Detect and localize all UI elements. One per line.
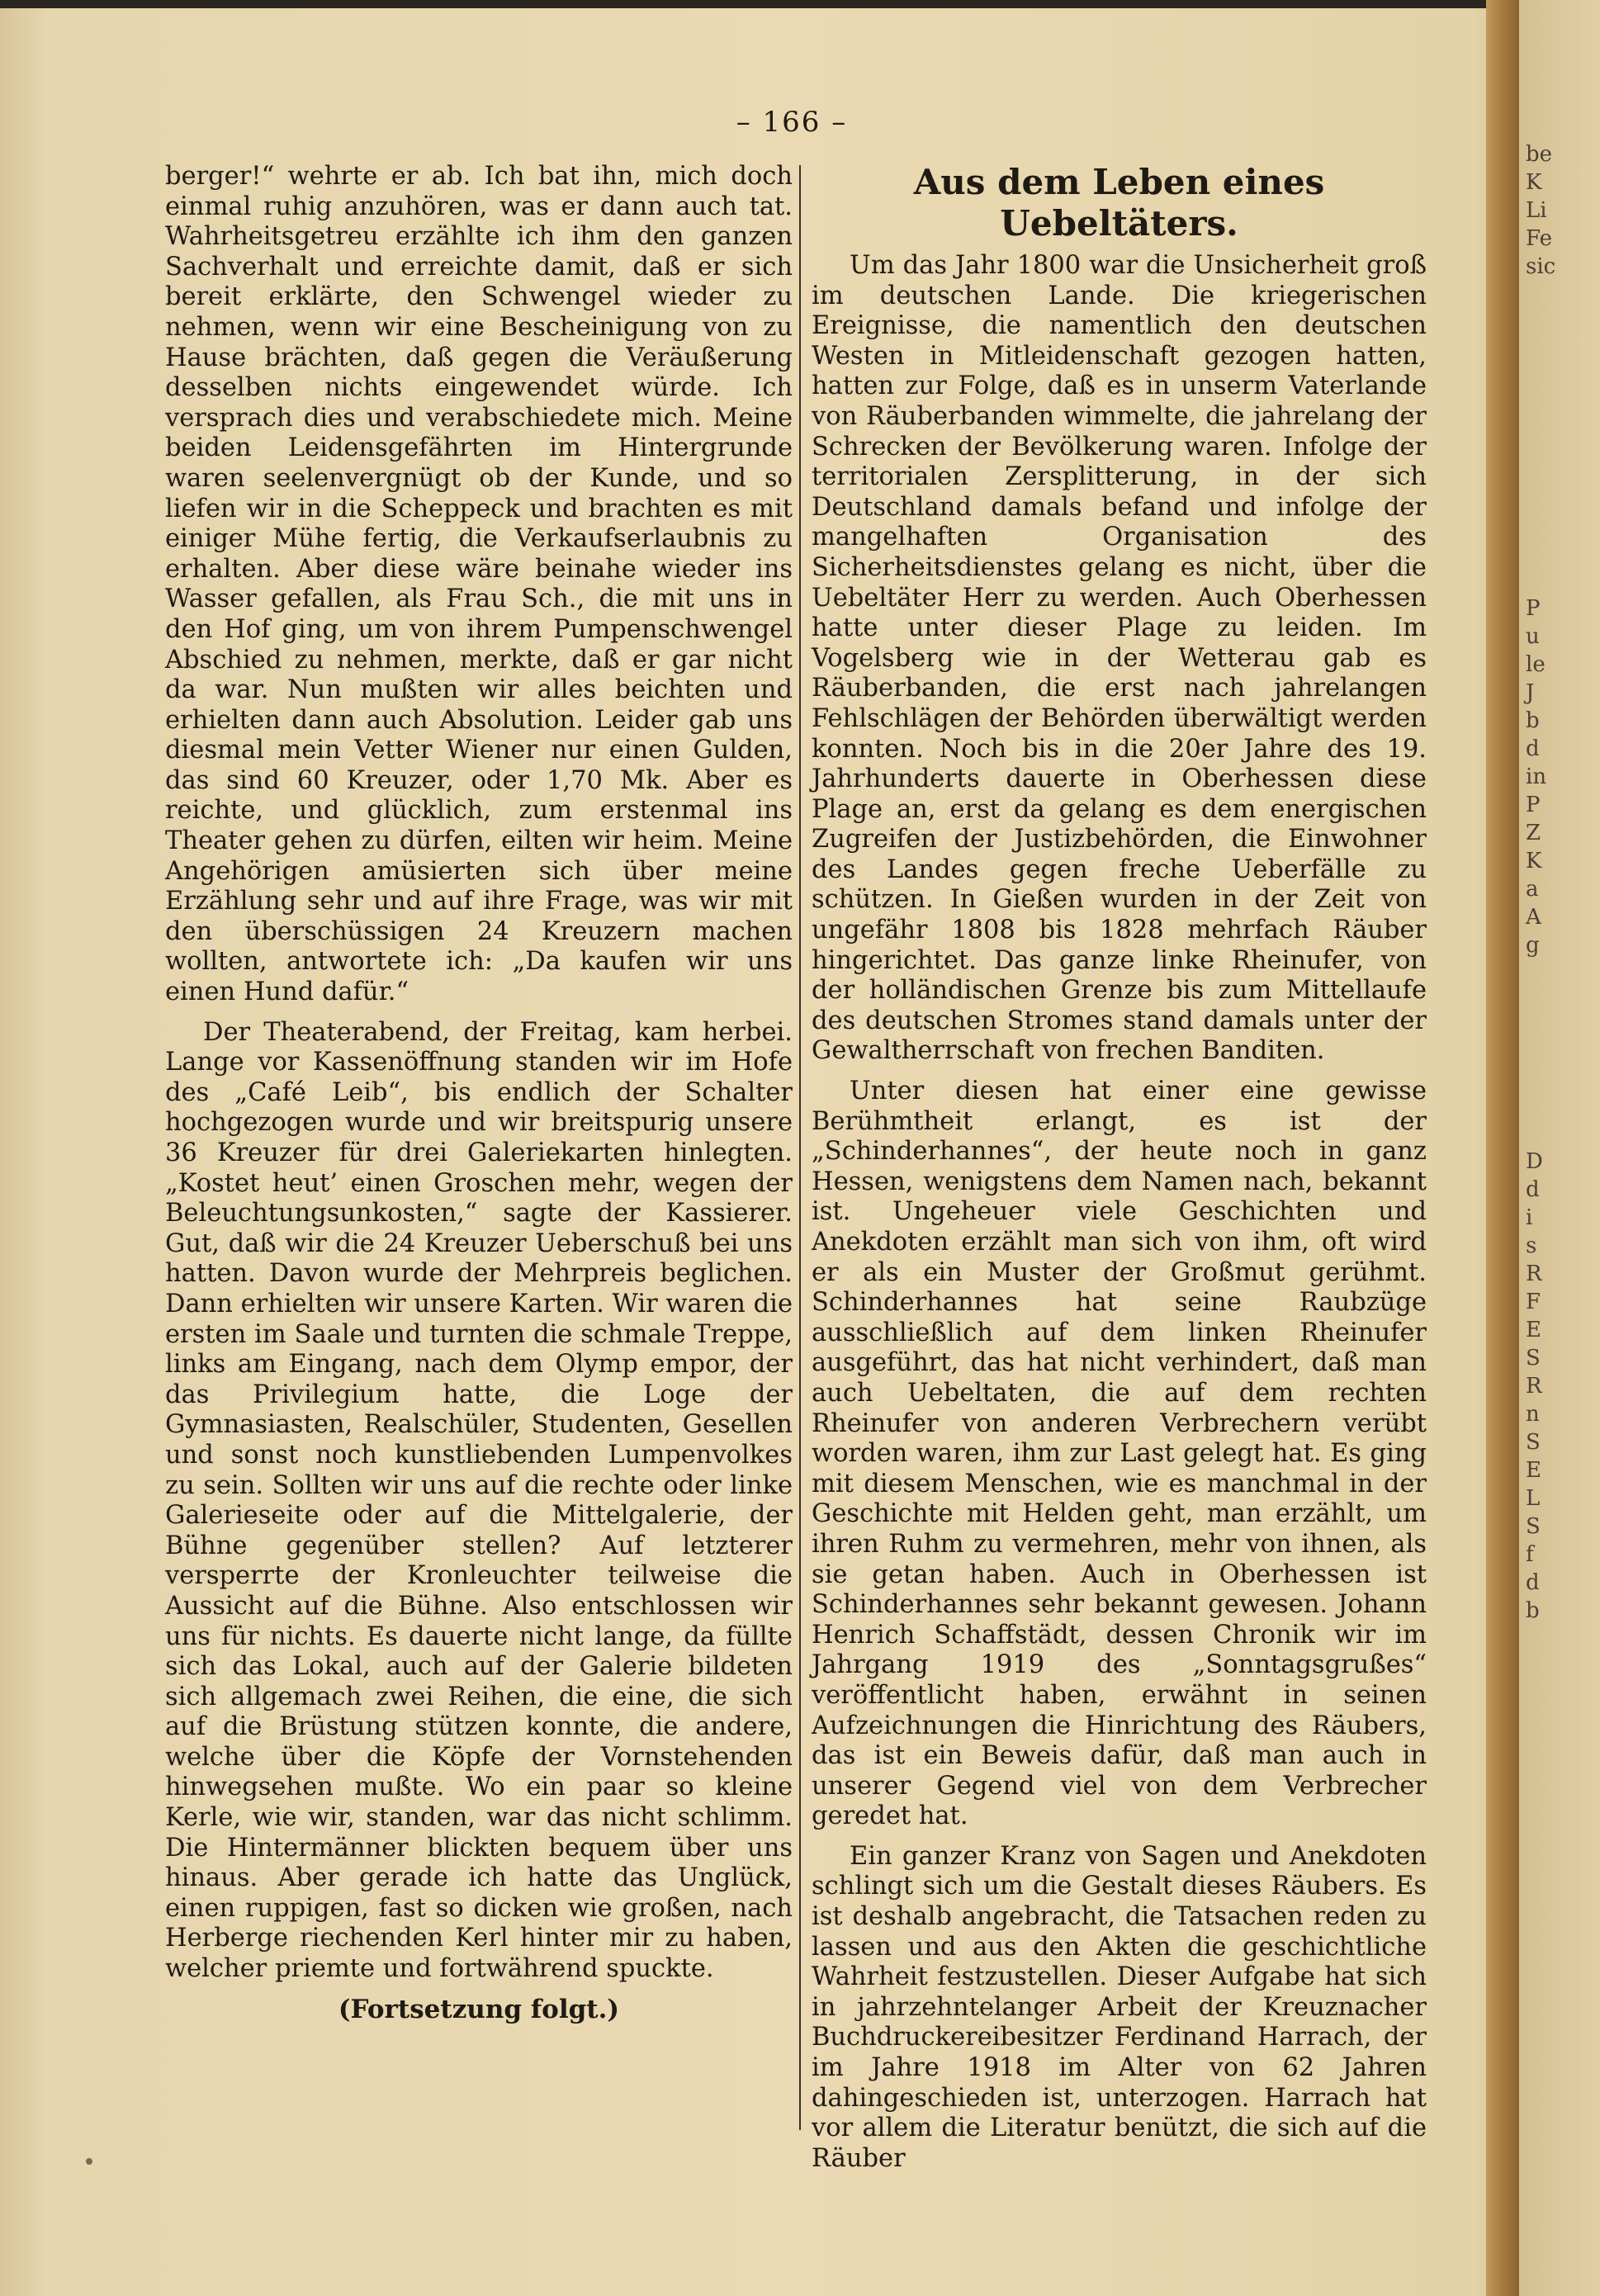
book-binding bbox=[1486, 0, 1519, 2296]
right-column bbox=[812, 162, 1427, 2184]
continuation-note: (Fortsetzung folgt.) bbox=[338, 1994, 620, 2024]
right-paragraph-3: Ein ganzer Kranz von Sagen und Anekdoten schlingt sich um die Gestalt dieses Räubers. Es ist deshalb angebracht, die Tatsachen reden zu lassen und aus den Akten die geschichtliche Wahrheit festzustellen. Dieser Aufgabe hat sich in jahrzehntelanger Arbeit der Kreuznacher Buchdruckereibesitzer Ferdinand Harrach, der im Jahre 1918 im Alter von 62 Jahren dahingeschieden ist, unterzogen. Harrach hat vor allem die Literatur benützt, die sich auf die Räuber bbox=[812, 1841, 1427, 2173]
left-paragraph-1: berger!“ wehrte er ab. Ich bat ihn, mich doch einmal ruhig anzuhören, was er dann auch tat. Wahrheitsgetreu erzählte ich ihm den ganzen Sachverhalt und erreichte damit, daß er sich bereit erklärte, den Schwengel wieder zu nehmen, wenn wir eine Bescheinigung von zu Hause brächten, daß gegen die Veräußerung desselben nichts eingewendet würde. Ich versprach dies und verabschiedete mich. Meine beiden Leidensgefährten im Hintergrunde waren seelenvergnügt ob der Kunde, und so liefen wir in die Scheppeck und brachten es mit einiger Mühe fertig, die Verkaufserlaubnis zu erhalten. Aber diese wäre beinahe wieder ins Wasser gefallen, als Frau Sch., die mit uns in den Hof ging, um von ihrem Pumpenschwengel Abschied zu nehmen, merkte, daß er gar nicht da war. Nun mußten wir alles beichten und erhielten dann auch Absolution. Leider gab uns diesmal mein Vetter Wiener nur einen Gulden, das sind 60 Kreuzer, oder 1,70 Mk. Aber es reichte, und glücklich, zum erstenmal ins Theater gehen zu dürfen, eilten wir heim. Meine Angehörigen amüsierten sich über meine Erzählung sehr und auf ihre Frage, was wir mit den überschüssigen 24 Kreuzern machen wollten, antwortete ich: „Da kaufen wir uns einen Hund dafür.“ bbox=[165, 162, 793, 1007]
adjacent-page-edge bbox=[1519, 0, 1600, 2296]
article-headline: Aus dem Leben eines Uebeltäters. bbox=[913, 162, 1325, 244]
adjacent-text-top: be K Li Fe sic bbox=[1526, 142, 1556, 279]
adjacent-text-middle: P u le J b d in P Z K a A g bbox=[1526, 596, 1547, 958]
right-paragraph-1: Um das Jahr 1800 war die Unsicherheit groß im deutschen Lande. Die kriegerischen Ereignisse, die namentlich den deutschen Westen in Mitleidenschaft gezogen hatten, hatten zur Folge, daß es in unserm Vaterlande von Räuberbanden wimmelte, die jahrelang der Schrecken der Bevölkerung waren. Infolge der territorialen Zersplitterung, in der sich Deutschland damals befand und infolge der mangelhaften Organisation des Sicherheitsdienstes gelang es nicht, über die Uebeltäter Herr zu werden. Auch Oberhessen hatte unter dieser Plage zu leiden. Im Vogelsberg wie in der Wetterau gab es Räuberbanden, die erst nach jahrelangen Fehlschlägen der Behörden überwältigt werden konnten. Noch bis in die 20er Jahre des 19. Jahrhunderts dauerte in Oberhessen diese Plage an, erst da gelang es dem energischen Zugreifen der Justizbehörden, die Einwohner des Landes gegen freche Ueberfälle zu schützen. In Gießen wurden in der Zeit von ungefähr 1808 bis 1828 mehrfach Räuber hingerichtet. Das ganze linke Rheinufer, von der holländischen Grenze bis zum Mittellaufe des deutschen Stromes stand damals unter der Gewaltherrschaft von frechen Banditen. bbox=[812, 251, 1427, 1066]
scan-top-edge bbox=[0, 0, 1600, 8]
left-paragraph-2: Der Theaterabend, der Freitag, kam herbei. Lange vor Kassenöffnung standen wir im Hofe des „Café Leib“, bis endlich der Schalter hochgezogen wurde und wir breitspurig unsere 36 Kreuzer für drei Galeriekarten hinlegten. „Kostet heut’ einen Groschen mehr, wegen der Beleuchtungsunkosten,“ sagte der Kassierer. Gut, daß wir die 24 Kreuzer Ueberschuß bei uns hatten. Davon wurde der Mehrpreis beglichen. Dann erhielten wir unsere Karten. Wir waren die ersten im Saale und turnten die schmale Treppe, links am Eingang, nach dem Olymp empor, der das Privilegium hatte, die Loge der Gymnasiasten, Realschüler, Studenten, Gesellen und sonst noch kunstliebenden Lumpenvolkes zu sein. Sollten wir uns auf die rechte oder linke Galerieseite oder auf die Mittelgalerie, der Bühne gegenüber stellen? Auf letzterer versperrte der Kronleuchter teilweise die Aussicht auf die Bühne. Also entschlossen wir uns für nichts. Es dauerte nicht lange, da füllte sich das Lokal, auch auf der Galerie bildeten sich allgemach zwei Reihen, die eine, die sich auf die Brüstung stützen konnte, die andere, welche über die Köpfe der Vornstehenden hinwegsehen mußte. Wo ein paar so kleine Kerle, wie wir, standen, war das nicht schlimm. Die Hintermänner blickten bequem über uns hinaus. Aber gerade ich hatte das Unglück, einen ruppigen, fast so dicken wie großen, nach Herberge riechenden Kerl hinter mir zu haben, welcher priemte und fortwährend spuckte. bbox=[165, 1017, 793, 1984]
left-column bbox=[165, 162, 793, 2024]
paper-speck bbox=[86, 2158, 92, 2165]
column-divider bbox=[799, 165, 801, 2130]
right-paragraph-2: Unter diesen hat einer eine gewisse Berühmtheit erlangt, es ist der „Schinderhannes“, der heute noch in ganz Hessen, wenigstens dem Namen nach, bekannt ist. Ungeheuer viele Geschichten und Anekdoten erzählt man sich von ihm, oft wird er als ein Muster der Großmut gerühmt. Schinderhannes hat seine Raubzüge ausschließlich auf dem linken Rheinufer ausgeführt, das hat nicht verhindert, daß man auch Uebeltaten, die auf dem rechten Rheinufer von anderen Verbrechern verübt worden waren, ihm zur Last gelegt hat. Es ging mit diesem Menschen, wie es manchmal in der Geschichte mit Helden geht, man erzählt, um ihren Ruhm zu vermehren, mehr von ihnen, als sie getan haben. Auch in Oberhessen ist Schinderhannes sehr bekannt gewesen. Johann Henrich Schaffstädt, dessen Chronik wir im Jahrgang 1919 des „Sonntagsgrußes“ veröffentlicht haben, erwähnt in seinen Aufzeichnungen die Hinrichtung des Räubers, das ist ein Beweis dafür, daß man auch in unserer Gegend viel von dem Verbrecher geredet hat. bbox=[812, 1077, 1427, 1831]
page-number: – 166 – bbox=[736, 106, 848, 139]
adjacent-text-lower: D d i s R F E S R n S E L S f d b bbox=[1526, 1149, 1543, 1623]
